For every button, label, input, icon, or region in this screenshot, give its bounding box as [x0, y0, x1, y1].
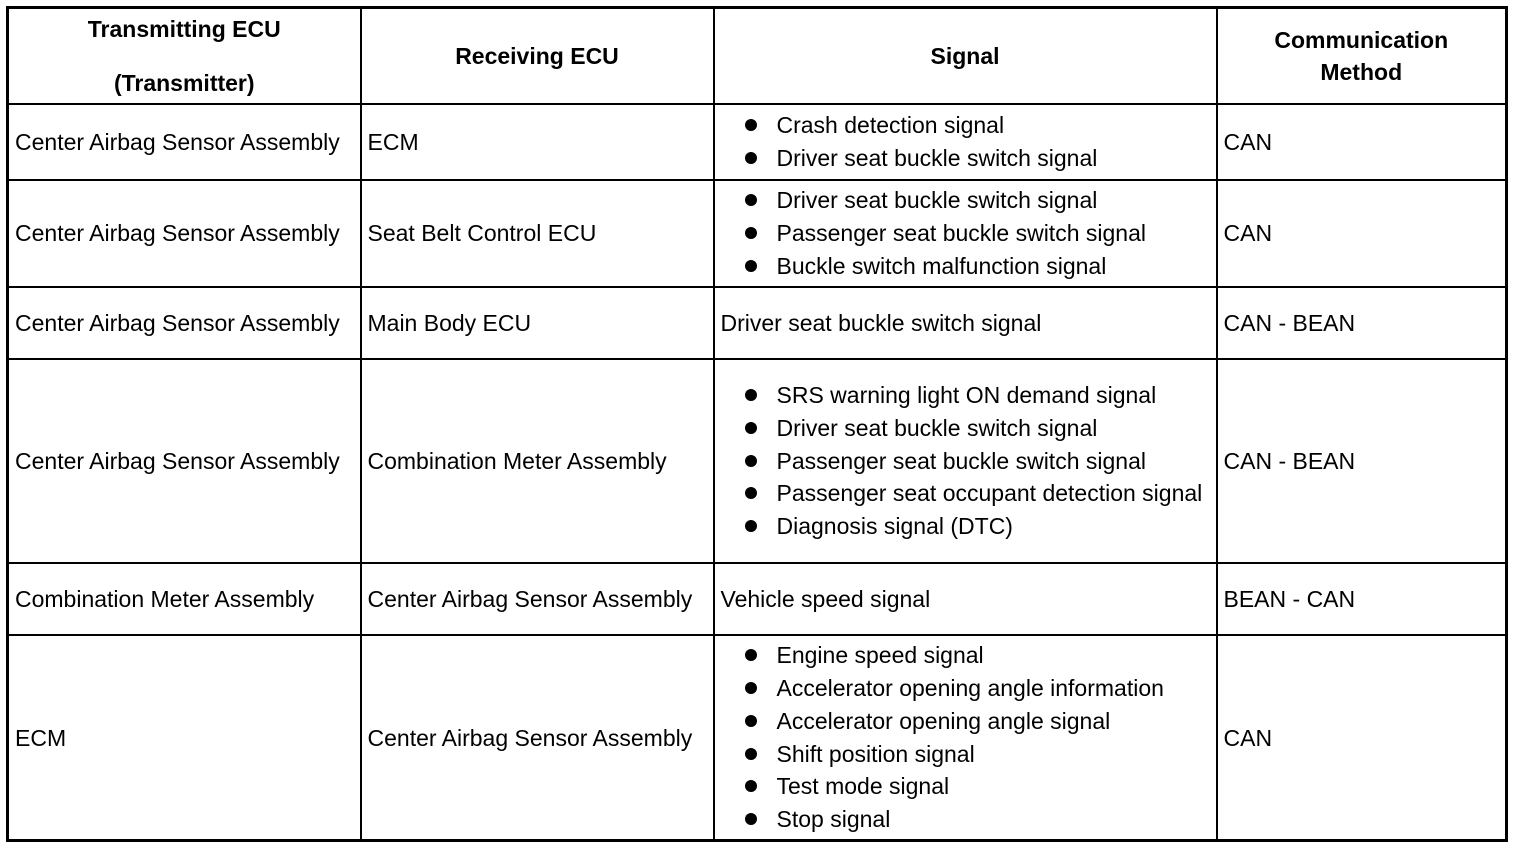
signal-item: Accelerator opening angle information	[743, 672, 1210, 705]
method-cell: CAN - BEAN	[1217, 287, 1507, 359]
transmitter-cell: Center Airbag Sensor Assembly	[8, 359, 361, 563]
transmitter-cell: Combination Meter Assembly	[8, 563, 361, 635]
method-cell: CAN	[1217, 635, 1507, 840]
signal-item: Driver seat buckle switch signal	[743, 412, 1210, 445]
table-row	[8, 180, 1507, 287]
transmitter-cell: ECM	[8, 635, 361, 840]
receiver-cell: Center Airbag Sensor Assembly	[361, 563, 714, 635]
transmitter-cell: Center Airbag Sensor Assembly	[8, 287, 361, 359]
receiver-cell: Seat Belt Control ECU	[361, 180, 714, 287]
header-transmitting-ecu	[8, 8, 361, 104]
table-row	[8, 635, 1507, 840]
signal-item: Shift position signal	[743, 738, 1210, 771]
header-comm-line2: Method	[1320, 58, 1403, 85]
table-row	[8, 359, 1507, 563]
method-cell: CAN	[1217, 180, 1507, 287]
signal-cell	[714, 104, 1217, 180]
signal-item: Test mode signal	[743, 770, 1210, 803]
method-cell: BEAN - CAN	[1217, 563, 1507, 635]
signal-item: Stop signal	[743, 803, 1210, 836]
transmitter-cell: Center Airbag Sensor Assembly	[8, 180, 361, 287]
transmitter-cell: Center Airbag Sensor Assembly	[8, 104, 361, 180]
table-row	[8, 287, 1507, 359]
signal-cell	[714, 635, 1217, 840]
signal-list	[721, 184, 1210, 282]
signal-cell: Driver seat buckle switch signal	[714, 287, 1217, 359]
receiver-cell: ECM	[361, 104, 714, 180]
receiver-cell: Main Body ECU	[361, 287, 714, 359]
method-cell: CAN - BEAN	[1217, 359, 1507, 563]
signal-item: Engine speed signal	[743, 639, 1210, 672]
ecu-communication-table	[6, 6, 1508, 842]
signal-item: Crash detection signal	[743, 109, 1210, 142]
header-receiving-ecu: Receiving ECU	[361, 8, 714, 104]
signal-item: Buckle switch malfunction signal	[743, 250, 1210, 283]
header-signal: Signal	[714, 8, 1217, 104]
signal-item: Accelerator opening angle signal	[743, 705, 1210, 738]
signal-cell	[714, 180, 1217, 287]
signal-item: Driver seat buckle switch signal	[743, 184, 1210, 217]
receiver-cell: Combination Meter Assembly	[361, 359, 714, 563]
table-row	[8, 104, 1507, 180]
signal-item: Diagnosis signal (DTC)	[743, 510, 1210, 543]
receiver-cell: Center Airbag Sensor Assembly	[361, 635, 714, 840]
signal-list	[721, 109, 1210, 174]
header-communication-method	[1217, 8, 1507, 104]
table-row	[8, 563, 1507, 635]
signal-item: Passenger seat occupant detection signal	[743, 477, 1210, 510]
signal-cell	[714, 359, 1217, 563]
header-transmitting-line1: Transmitting ECU	[87, 15, 281, 42]
signal-item: Driver seat buckle switch signal	[743, 142, 1210, 175]
header-transmitting-line2: (Transmitter)	[113, 69, 255, 96]
signal-list	[721, 379, 1210, 543]
signal-item: Passenger seat buckle switch signal	[743, 445, 1210, 478]
signal-item: SRS warning light ON demand signal	[743, 379, 1210, 412]
signal-list	[721, 639, 1210, 835]
method-cell: CAN	[1217, 104, 1507, 180]
signal-item: Passenger seat buckle switch signal	[743, 217, 1210, 250]
signal-cell: Vehicle speed signal	[714, 563, 1217, 635]
header-comm-line1: Communication	[1274, 26, 1449, 53]
header-row	[8, 8, 1507, 104]
